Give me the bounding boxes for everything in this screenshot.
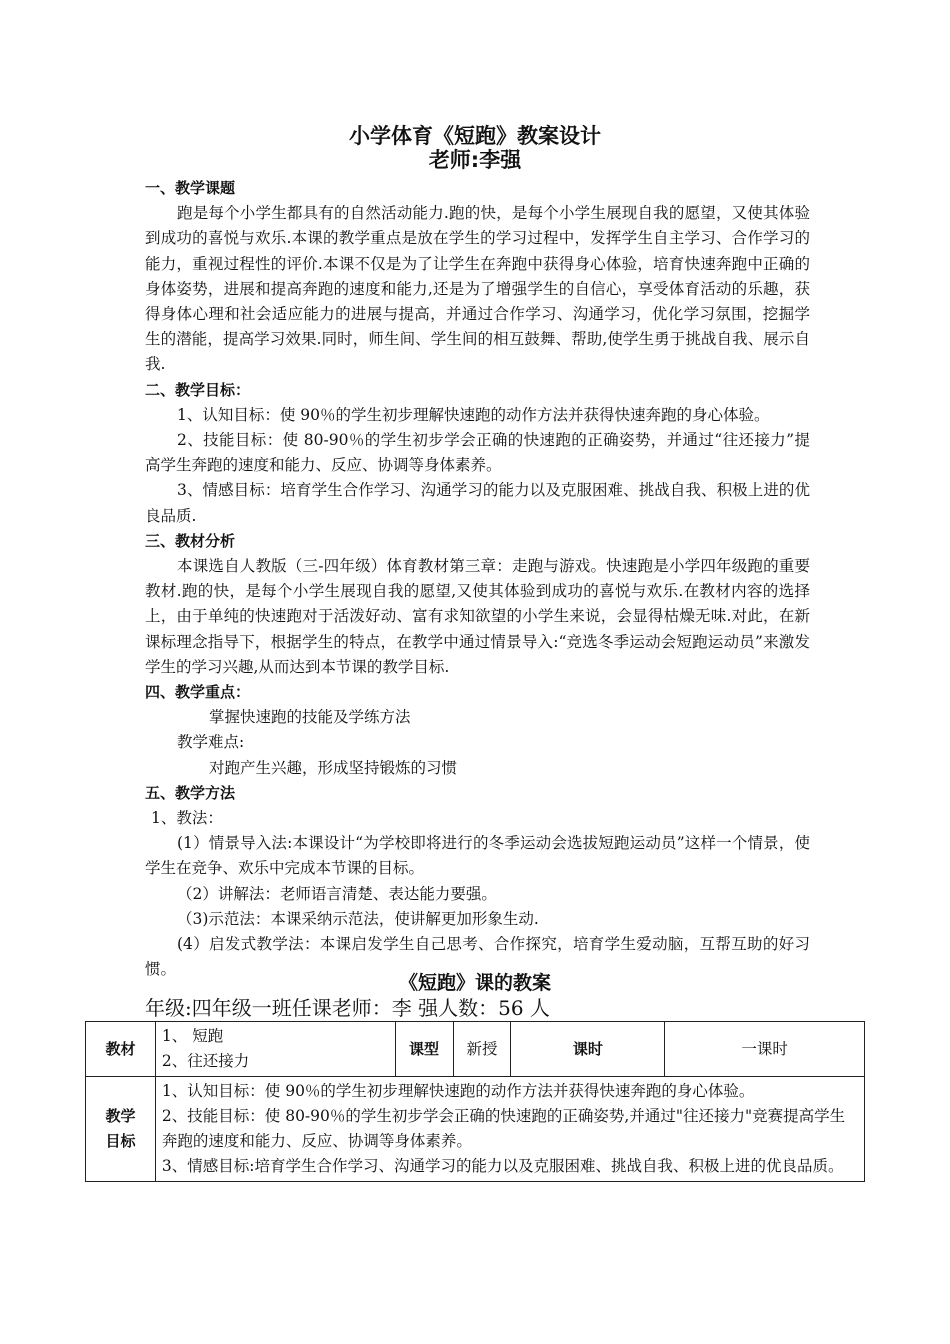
document-body <box>145 176 810 983</box>
grade-teacher-count-line: 年级:四年级一班任课老师：李 强人数：56 人 <box>145 996 550 1020</box>
document-title: 小学体育《短跑》教案设计 <box>349 124 601 148</box>
class-hours-label-cell: 课时 <box>511 1022 665 1077</box>
lesson-plan-table <box>85 1021 865 1182</box>
section-heading-keypoints: 四、教学重点： <box>145 683 251 702</box>
material-label-cell: 教材 <box>86 1022 156 1077</box>
method-item-explain: （2）讲解法：老师语言清楚、表达能力要强。 <box>177 884 497 903</box>
method-item-demo: （3)示范法：本课采纳示范法，使讲解更加形象生动. <box>177 909 539 928</box>
goals-label-line: 教学 <box>105 1107 136 1125</box>
methods-subheading: 1、教法： <box>151 809 223 828</box>
goals-label-line: 目标 <box>105 1132 136 1150</box>
method-item-heuristic: (4）启发式教学法：本课启发学生自己思考、合作探究，培育学生爱动脑，互帮互助的好习惯。 <box>145 935 810 979</box>
table-row <box>86 1077 865 1182</box>
method-item-scenario: (1）情景导入法:本课设计“为学校即将进行的冬季运动会选拔短跑运动员”这样一个情景，使学生在竞争、欢乐中完成本节课的目标。 <box>145 834 810 878</box>
key-point-text: 掌握快速跑的技能及学练方法 <box>209 708 411 727</box>
material-item: 2、往还接力 <box>161 1052 250 1070</box>
lesson-plan-title: 《短跑》课的教案 <box>398 972 551 994</box>
section-heading-material: 三、教材分析 <box>145 531 236 550</box>
goals-label-cell <box>86 1077 156 1182</box>
goal-line: 1、认知目标：使 90％的学生初步理解快速跑的动作方法并获得快速奔跑的身心体验。 <box>161 1082 755 1100</box>
difficulty-text: 对跑产生兴趣，形成坚持锻炼的习惯 <box>209 758 458 777</box>
section-heading-topic: 一、教学课题 <box>145 179 236 197</box>
goal-item-emotion: 3、情感目标：培育学生合作学习、沟通学习的能力以及克服困难、挑战自我、积极上进的优良品质. <box>145 481 810 525</box>
section-heading-methods: 五、教学方法 <box>145 783 236 802</box>
topic-paragraph: 跑是每个小学生都具有的自然活动能力.跑的快，是每个小学生展现自我的愿望，又使其体验到成功的喜悦与欢乐.本课的教学重点是放在学生的学习过程中，发挥学生自主学习、合作学习的能力，重视过程性的评价.本课不仅是为了让学生在奔跑中获得身心体验，培育快速奔跑中正确的身体姿势，进展和提高奔跑的速度和能力,还是为了增强学生的自信心，享受体育活动的乐趣，获得身体心理和社会适应能力的进展与提高，并通过合作学习、沟通学习，优化学习氛围，挖掘学生的潜能，提高学习效果.同时，师生间、学生间的相互鼓舞、帮助,使学生勇于挑战自我、展示自我. <box>145 204 810 374</box>
material-content-cell <box>155 1022 395 1077</box>
material-paragraph: 本课选自人教版（三-四年级）体育教材第三章：走跑与游戏。快速跑是小学四年级跑的重要教材.跑的快，是每个小学生展现自我的愿望,又使其体验到成功的喜悦与欢乐.在教材内容的选择上，由于单纯的快速跑对于活泼好动、富有求知欲望的小学生来说，会显得枯燥无味.对此，在新课标理念指导下，根据学生的特点，在教学中通过情景导入:“竞选冬季运动会短跑运动员”来激发学生的学习兴趣,从而达到本节课的教学目标. <box>145 557 810 676</box>
goals-content-cell <box>155 1077 864 1182</box>
difficulty-label: 教学难点: <box>177 733 245 752</box>
lesson-type-value-cell: 新授 <box>453 1022 511 1077</box>
teacher-line: 老师:李强 <box>428 148 522 172</box>
goal-item-skill: 2、技能目标：使 80-90％的学生初步学会正确的快速跑的正确姿势，并通过“往还接力”提高学生奔跑的速度和能力、反应、协调等身体素养。 <box>145 431 810 475</box>
material-item: 1、 短跑 <box>161 1027 224 1045</box>
lesson-type-label-cell: 课型 <box>395 1022 453 1077</box>
class-hours-value-cell: 一课时 <box>665 1022 865 1077</box>
table-row <box>86 1022 865 1077</box>
goal-line: 2、技能目标：使 80-90％的学生初步学会正确的快速跑的正确姿势,并通过"往还接力"竞赛提高学生奔跑的速度和能力、反应、协调等身体素养。 <box>161 1107 846 1150</box>
goal-line: 3、情感目标:培育学生合作学习、沟通学习的能力以及克服困难、挑战自我、积极上进的优良品质。 <box>161 1157 844 1175</box>
goal-item-cognitive: 1、认知目标：使 90％的学生初步理解快速跑的动作方法并获得快速奔跑的身心体验。 <box>177 405 770 424</box>
section-heading-goals: 二、教学目标： <box>145 380 251 399</box>
